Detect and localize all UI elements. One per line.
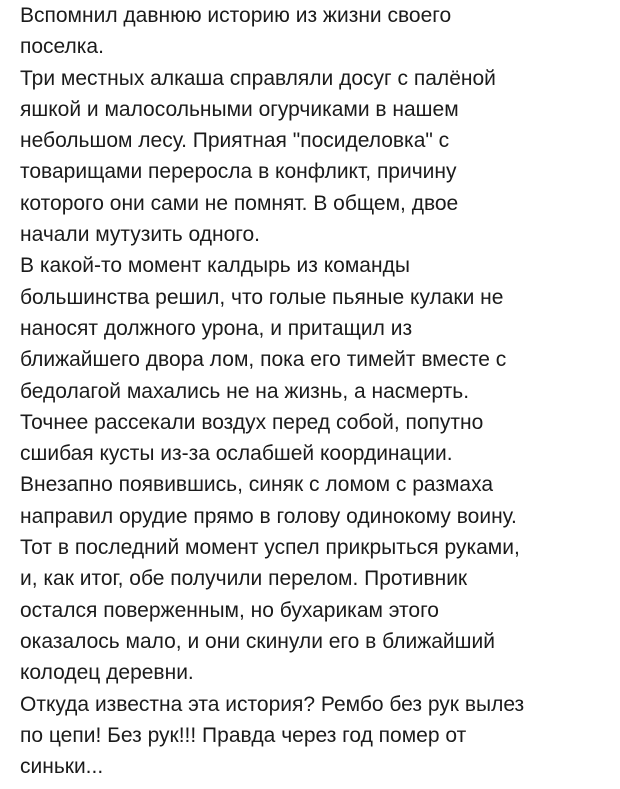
text-line: товарищами переросла в конфликт, причину (20, 160, 457, 184)
text-line: остался поверженным, но бухарикам этого (20, 598, 439, 622)
paragraph-2 (20, 63, 610, 251)
text-line: Откуда известна эта история? Рембо без рук вылез (20, 692, 525, 716)
paragraph-3 (20, 250, 610, 469)
paragraph-4 (20, 469, 610, 688)
text-line: Тот в последний момент успел прикрыться руками, (20, 536, 520, 560)
text-line: оказалось мало, и они скинули его в ближайший (20, 629, 495, 653)
text-line: Три местных алкаша справляли досуг с палёной (20, 66, 496, 90)
text-line: колодец деревни. (20, 661, 194, 685)
text-line: и, как итог, обе получили перелом. Противник (20, 567, 468, 591)
text-line: ближайшего двора лом, пока его тимейт вместе с (20, 348, 507, 372)
text-line: которого они сами не помнят. В общем, двое (20, 191, 459, 215)
text-line: В какой-то момент калдырь из команды (20, 254, 410, 278)
text-line: Вспомнил давнюю историю из жизни своего (20, 4, 452, 27)
text-line: начали мутузить одного. (20, 223, 260, 247)
text-line: яшкой и малосольными огурчиками в нашем (20, 97, 459, 121)
text-line: Внезапно появившись, синяк с ломом с размаха (20, 473, 494, 497)
text-line: большинства решил, что голые пьяные кулаки не (20, 285, 504, 309)
paragraph-1 (20, 0, 610, 63)
text-line: наносят должного урона, и притащил из (20, 316, 413, 340)
text-line: поселка. (20, 35, 104, 59)
text-line: бедолагой махались не на жизнь, а насмерть. (20, 379, 470, 403)
post-body (20, 0, 610, 782)
text-line: направил орудие прямо в голову одинокому воину. (20, 504, 517, 528)
text-line: Точнее рассекали воздух перед собой, попутно (20, 410, 484, 434)
text-line: синьки... (20, 755, 104, 779)
text-line: небольшом лесу. Приятная "посиделовка" с (20, 129, 450, 153)
text-line: по цепи! Без рук!!! Правда через год помер от (20, 723, 467, 747)
paragraph-5 (20, 689, 610, 783)
text-line: сшибая кусты из-за ослабшей координации. (20, 442, 453, 466)
